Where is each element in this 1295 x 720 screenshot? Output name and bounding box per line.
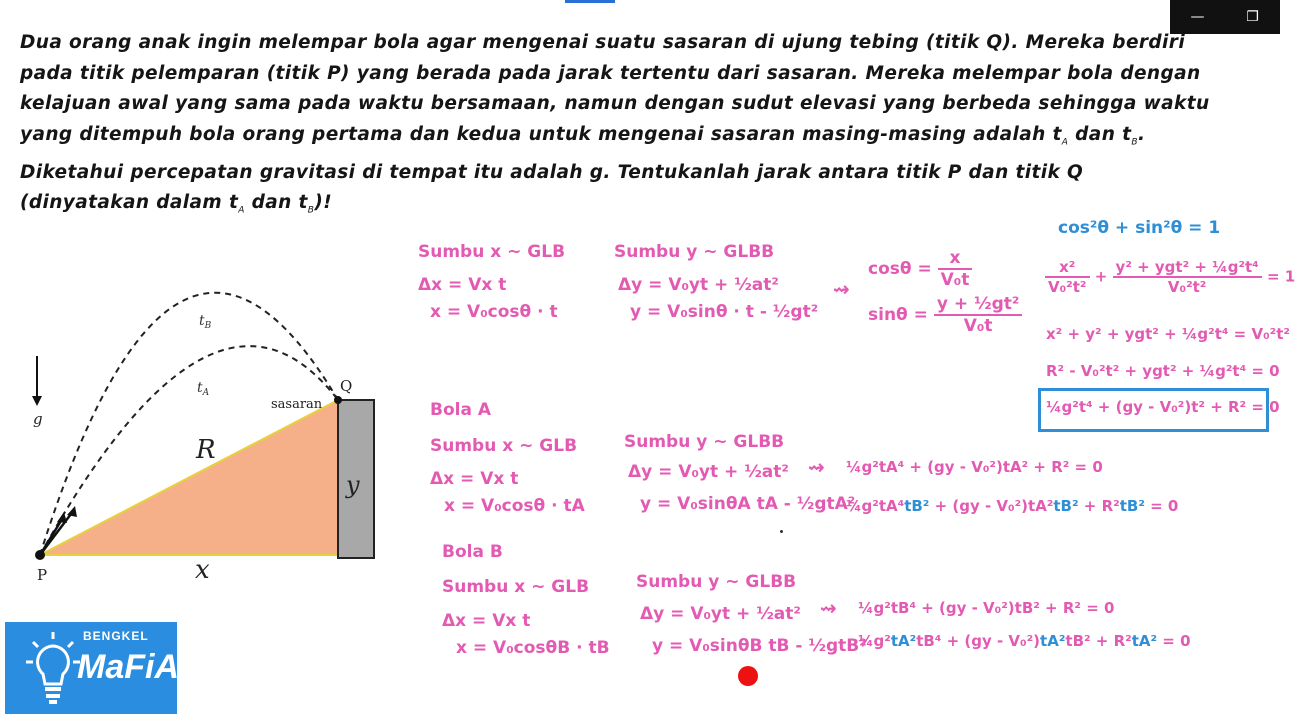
label-sasaran: sasaran xyxy=(271,397,323,412)
bola-b-sumbu-y-title: Sumbu y ~ GLBB xyxy=(636,572,797,592)
logo-small-text: BENGKEL xyxy=(83,629,149,643)
gravity-arrow-head xyxy=(32,396,42,406)
problem-line-6-text: (dinyatakan dalam t xyxy=(20,192,239,214)
problem-line-5: Diketahui percepatan gravitasi di tempat itu adalah g. Tentukanlah jarak antara titik P dan titik Q xyxy=(20,161,1084,183)
bola-a-r2c: + (gy - V₀²)tA² xyxy=(929,497,1054,515)
restore-icon[interactable]: ❐ xyxy=(1246,9,1259,25)
general-sumbu-y-eq1: Δy = V₀yt + ½at² xyxy=(618,275,779,295)
derivation-step-3: R² - V₀²t² + ygt² + ¼g²t⁴ = 0 xyxy=(1046,362,1280,380)
bola-a-r2f: tB² xyxy=(1119,497,1145,515)
bola-a-sumbu-y-title: Sumbu y ~ GLBB xyxy=(624,432,785,452)
problem-line-4-and: dan t xyxy=(1068,123,1132,145)
bengkel-mafia-logo xyxy=(5,622,177,714)
frac1 xyxy=(1045,258,1090,296)
bola-b-r2d: tA² xyxy=(1040,632,1066,650)
bola-b-result-2 xyxy=(858,632,1191,650)
problem-line-3: kelajuan awal yang sama pada waktu bersamaan, namun dengan sudut elevasi yang berbeda sehingga waktu xyxy=(20,93,1210,114)
bola-b-r2g: = 0 xyxy=(1157,632,1191,650)
problem-line-6-and: dan t xyxy=(244,192,308,214)
logo-big-text: MaFiA xyxy=(77,648,179,686)
bola-b-r2a: ¼g² xyxy=(858,632,891,650)
bola-b-arrow-icon: ⇝ xyxy=(820,596,837,620)
stray-dot xyxy=(780,530,783,533)
minimize-icon[interactable]: — xyxy=(1190,9,1205,25)
bola-b-sumbu-x-eq2: x = V₀cosθB · tB xyxy=(456,638,610,658)
plus-sign: + xyxy=(1094,267,1108,286)
sub-a: A xyxy=(238,205,245,216)
problem-line-6-end: )! xyxy=(314,192,333,214)
point-p xyxy=(35,550,45,560)
bola-a-sumbu-x-eq1: Δx = Vx t xyxy=(430,469,519,489)
bola-b-r2b: tA² xyxy=(890,632,917,650)
bola-a-sumbu-x-eq2: x = V₀cosθ · tA xyxy=(444,496,585,516)
bola-a-r2g: = 0 xyxy=(1144,497,1179,515)
frac2-den: V₀²t² xyxy=(1167,278,1207,296)
recording-cursor-icon xyxy=(738,666,758,686)
problem-line-1: Dua orang anak ingin melempar bola agar mengenai suatu sasaran di ujung tebing (titik Q). Mereka berdiri xyxy=(20,32,1186,53)
bola-a-r2a: ¼g²tA⁴ xyxy=(846,497,905,515)
bola-b-sumbu-y-eq1: Δy = V₀yt + ½at² xyxy=(640,604,801,624)
problem-line-4: yang ditempuh bola orang pertama dan kedua untuk mengenai sasaran masing-masing adalah $t_A$ dan $t_B$. xyxy=(20,123,1146,148)
general-sumbu-x-eq2: x = V₀cosθ · t xyxy=(430,302,558,322)
general-sumbu-x-eq1: Δx = Vx t xyxy=(418,275,507,295)
sub-b: B xyxy=(1131,137,1138,148)
label-ta: $t_A$ xyxy=(197,380,210,398)
frac2-num: y² + ygt² + ¼g²t⁴ xyxy=(1113,258,1262,278)
label-y: y xyxy=(346,471,360,499)
sin-fraction xyxy=(934,294,1023,336)
cos-fraction xyxy=(938,248,973,290)
sub-a: A xyxy=(1061,137,1069,148)
trig-identity: cos²θ + sin²θ = 1 xyxy=(1058,218,1221,238)
projectile-diagram xyxy=(0,240,400,600)
general-sumbu-x-title: Sumbu x ~ GLB xyxy=(418,242,566,262)
equals-one: = 1 xyxy=(1266,267,1295,286)
bola-a-sumbu-y-eq2: y = V₀sinθA tA - ½gtA² xyxy=(640,494,856,514)
bola-a-result-2 xyxy=(846,497,1178,515)
bola-a-title: Bola A xyxy=(430,400,492,420)
bola-a-sumbu-x-title: Sumbu x ~ GLB xyxy=(430,436,578,456)
sin-num: y + ½gt² xyxy=(934,294,1023,316)
bola-a-r2b: tB² xyxy=(904,497,930,515)
general-arrow-icon: ⇝ xyxy=(833,277,850,301)
label-x: x xyxy=(195,555,210,585)
bola-b-result-1: ¼g²tB⁴ + (gy - V₀²)tB² + R² = 0 xyxy=(858,599,1115,617)
cos-num: x xyxy=(938,248,973,270)
label-q: Q xyxy=(340,377,353,395)
derivation-step-2: x² + y² + ygt² + ¼g²t⁴ = V₀²t² xyxy=(1046,325,1290,343)
sub-b: B xyxy=(307,205,315,216)
bola-b-r2c: tB⁴ + (gy - V₀²) xyxy=(916,632,1041,650)
bola-a-r2d: tB² xyxy=(1053,497,1079,515)
label-tb: $t_B$ xyxy=(199,313,212,331)
bola-b-r2f: tA² xyxy=(1131,632,1158,650)
cos-formula xyxy=(868,248,972,290)
cos-den: V₀t xyxy=(940,270,970,290)
distance-triangle xyxy=(40,400,338,555)
label-r: R xyxy=(196,435,216,465)
problem-statement xyxy=(20,28,1265,226)
bola-a-arrow-icon: ⇝ xyxy=(808,455,825,479)
sin-den: V₀t xyxy=(963,316,993,336)
point-q xyxy=(334,396,342,404)
bola-b-sumbu-y-eq2: y = V₀sinθB tB - ½gtB² xyxy=(652,636,867,656)
bola-a-r2e: + R² xyxy=(1078,497,1120,515)
bola-b-sumbu-x-title: Sumbu x ~ GLB xyxy=(442,577,590,597)
cos-lhs: cosθ = xyxy=(868,259,938,279)
label-p: P xyxy=(37,566,48,584)
label-g: g xyxy=(33,410,43,428)
general-sumbu-y-title: Sumbu y ~ GLBB xyxy=(614,242,775,262)
bola-b-title: Bola B xyxy=(442,542,503,562)
frac2 xyxy=(1113,258,1262,296)
bola-b-sumbu-x-eq1: Δx = Vx t xyxy=(442,611,531,631)
boxed-result: ¼g²t⁴ + (gy - V₀²)t² + R² = 0 xyxy=(1046,398,1280,416)
sin-lhs: sinθ = xyxy=(868,305,934,325)
frac1-num: x² xyxy=(1045,258,1090,278)
problem-line-4-text: yang ditempuh bola orang pertama dan kedua untuk mengenai sasaran masing-masing adalah t xyxy=(20,123,1062,145)
general-sumbu-y-eq2: y = V₀sinθ · t - ½gt² xyxy=(630,302,819,322)
frac1-den: V₀²t² xyxy=(1048,278,1087,296)
identity-substitution xyxy=(1045,258,1295,296)
bola-b-r2e: tB² + R² xyxy=(1065,632,1132,650)
lightbulb-icon xyxy=(25,630,81,708)
bola-a-sumbu-y-eq1: Δy = V₀yt + ½at² xyxy=(628,462,789,482)
sin-formula xyxy=(868,294,1022,336)
bola-a-result-1: ¼g²tA⁴ + (gy - V₀²)tA² + R² = 0 xyxy=(846,458,1103,476)
problem-line-2: pada titik pelemparan (titik P) yang berada pada jarak tertentu dari sasaran. Mereka melempar bola dengan xyxy=(20,62,1201,84)
top-accent-bar xyxy=(565,0,615,3)
